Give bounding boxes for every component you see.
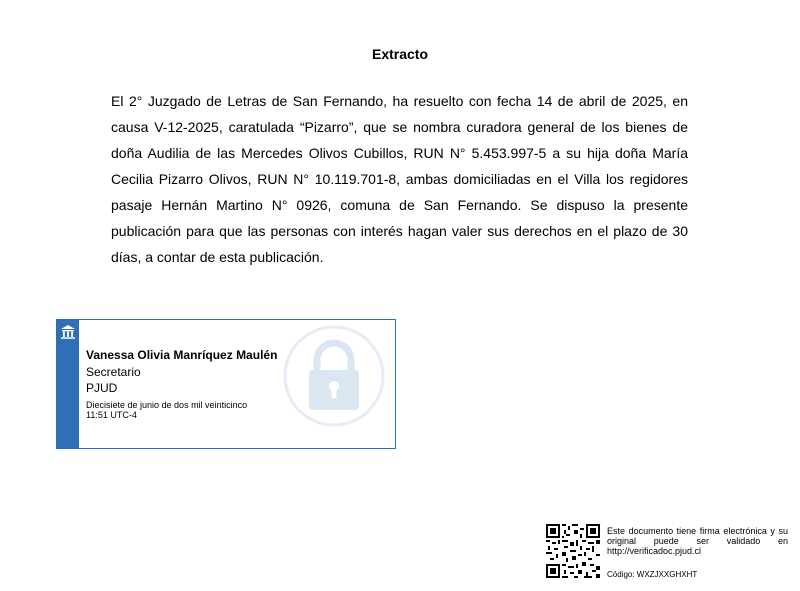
signature-box (56, 319, 396, 449)
signer-organization: PJUD (86, 381, 118, 395)
qr-code-icon (546, 524, 600, 578)
bank-icon (60, 324, 76, 340)
signature-date: Diecisiete de junio de dos mil veinticinco (86, 400, 248, 410)
signature-stripe (57, 320, 79, 448)
signer-name: Vanessa Olivia Manríquez Maulén (86, 348, 278, 362)
lock-icon (282, 324, 386, 428)
signature-time: 11:51 UTC-4 (86, 410, 137, 420)
verification-code: Código: WXZJXXGHXHT (607, 570, 698, 579)
signer-role: Secretario (86, 365, 141, 379)
document-title: Extracto (371, 46, 429, 62)
verification-notice: Este documento tiene firma electrónica y su original puede ser validado en http://verificadoc.pjud.cl (607, 526, 788, 556)
document-body: El 2° Juzgado de Letras de San Fernando, ha resuelto con fecha 14 de abril de 2025, en causa V-12-2025, caratulada “Pizarro”, que se nombra curadora general de los bienes de doña Audilia de las Mercedes Olivos Cubillos, RUN N° 5.453.997-5 a su hija doña María Cecilia Pizarro Olivos, RUN N° 10.119.701-8, ambas domiciliadas en el Villa los regidores pasaje Hernán Martino N° 0926, comuna de San Fernando. Se dispuso la presente publicación para que las personas con interés hagan valer sus derechos en el plazo de 30 días, a contar de esta publicación. (111, 93, 688, 265)
